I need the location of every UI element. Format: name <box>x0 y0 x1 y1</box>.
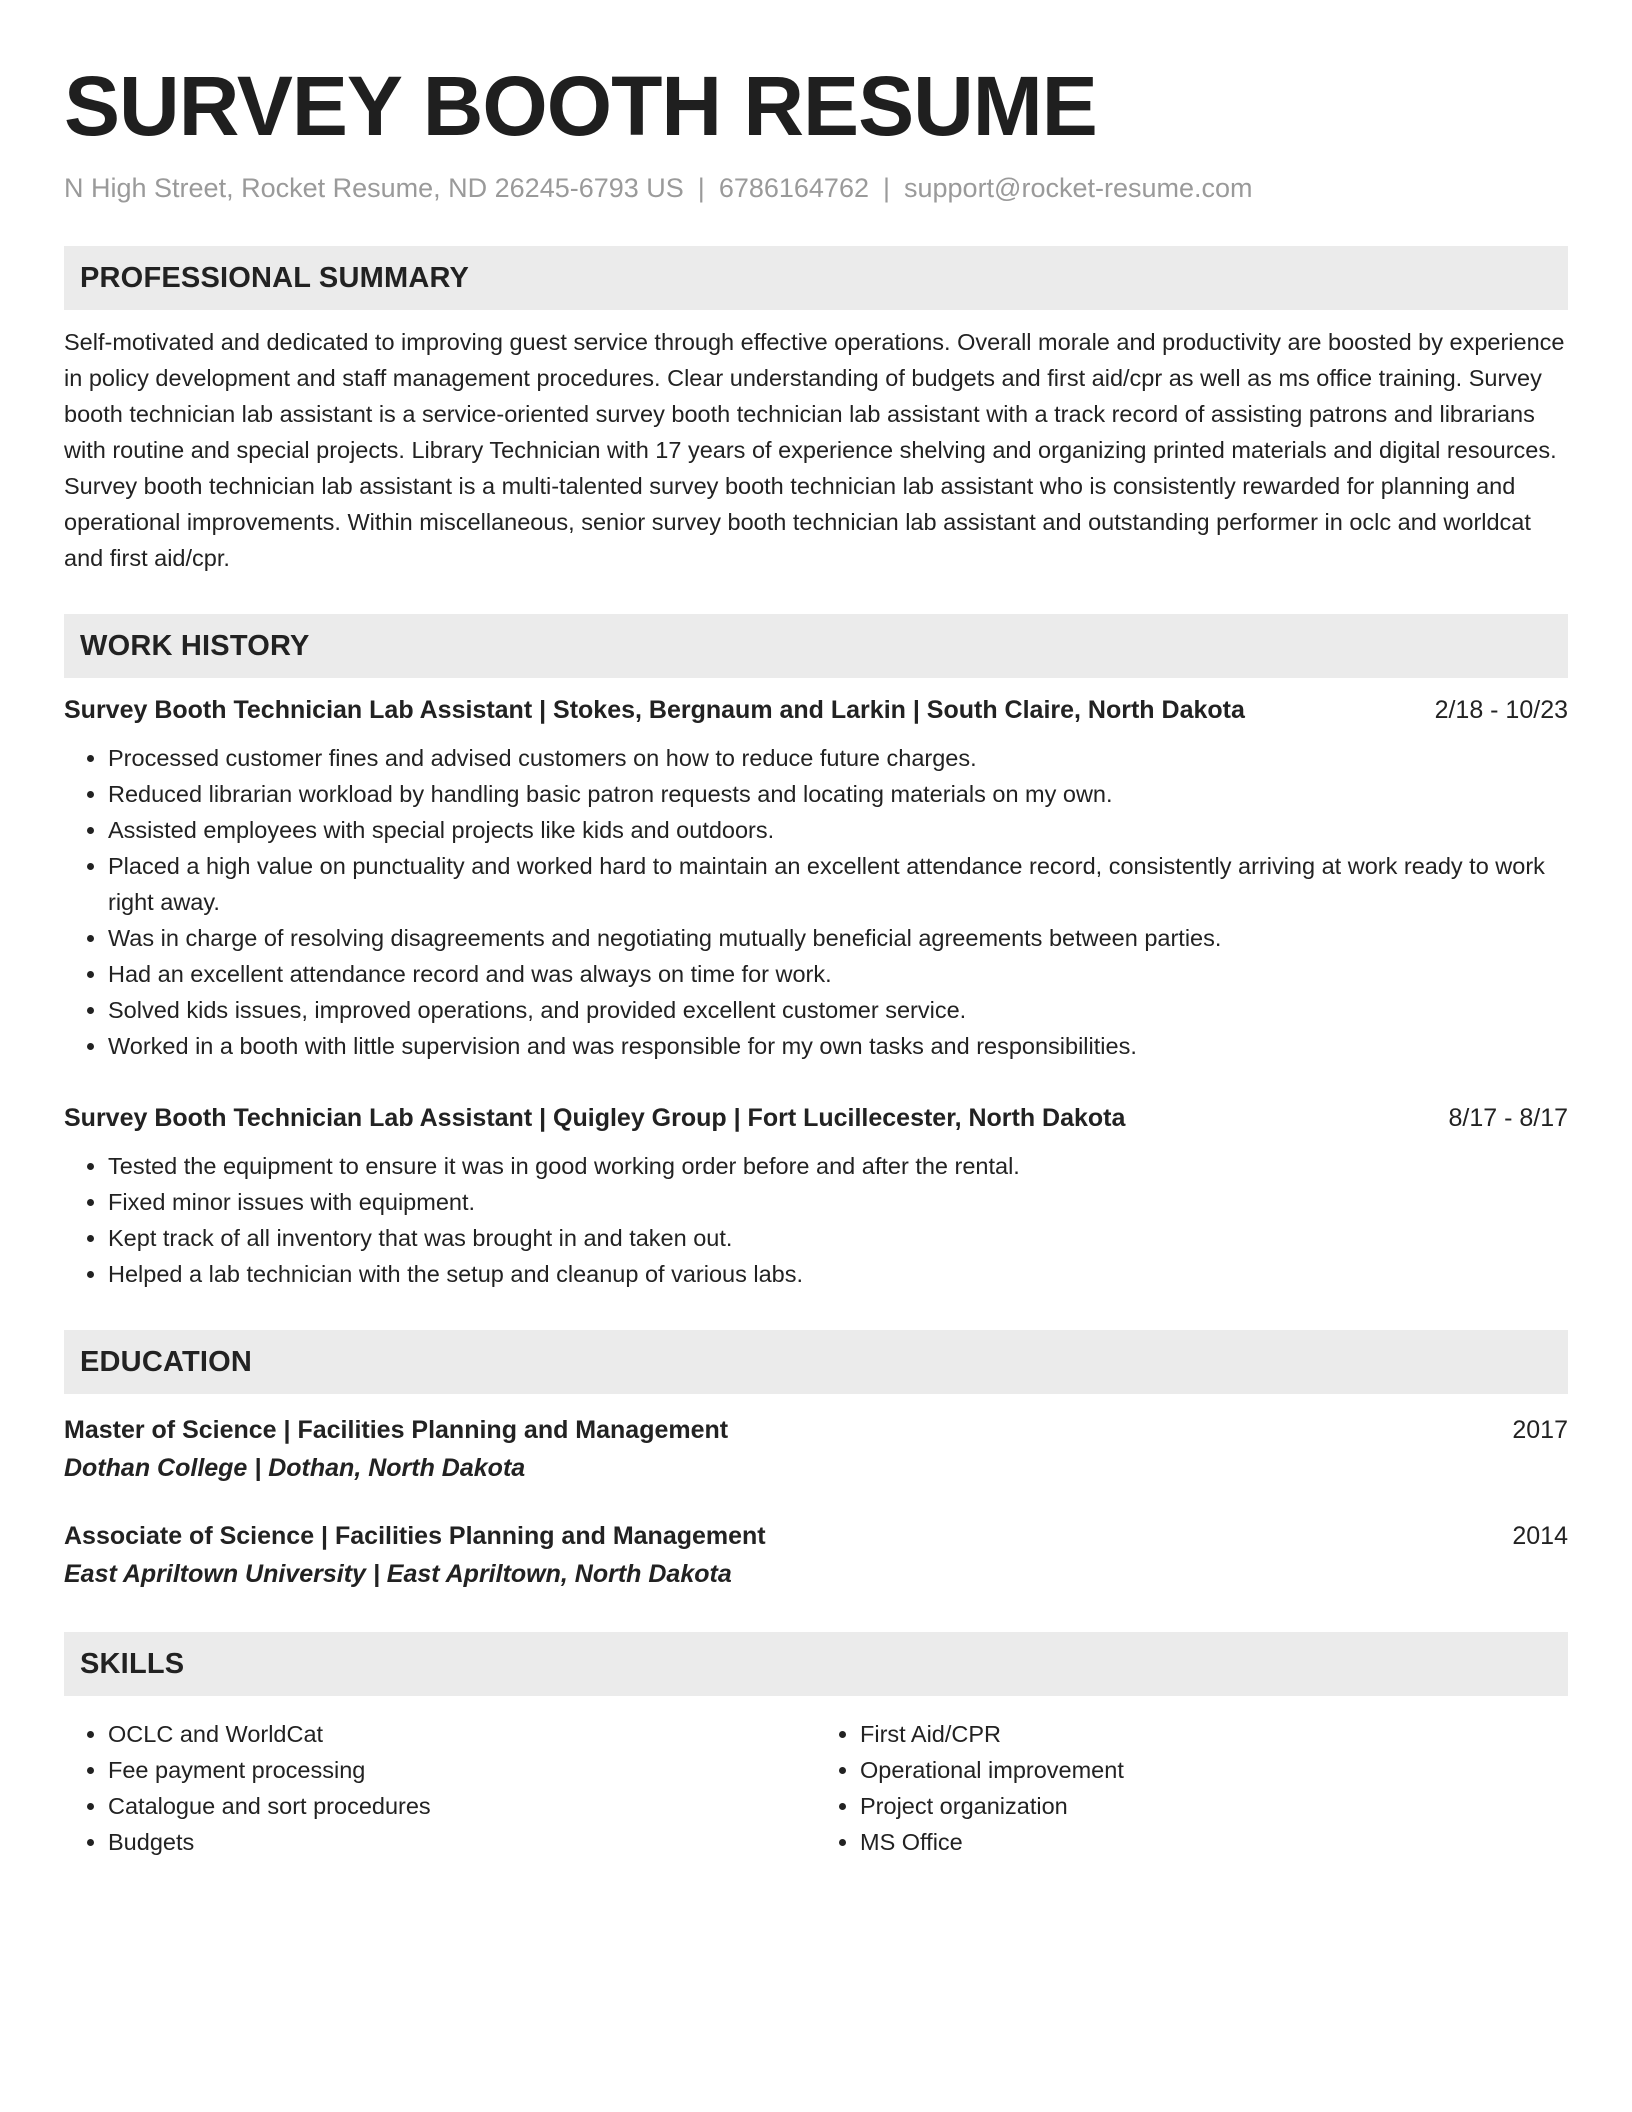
job-bullet: • Processed customer fines and advised customers on how to reduce future charges. <box>108 740 1568 776</box>
skill-item: • Catalogue and sort procedures <box>108 1788 816 1824</box>
skills-columns <box>64 1716 1568 1860</box>
job-bullet: • Reduced librarian workload by handling basic patron requests and locating materials on my own. <box>108 776 1568 812</box>
job-bullet-list <box>64 740 1568 1064</box>
job-bullet: • Placed a high value on punctuality and worked hard to maintain an excellent attendance record, consistently arriving at work ready to work right away. <box>108 848 1568 920</box>
resume-title: SURVEY BOOTH RESUME <box>64 59 1097 153</box>
education-school: Dothan College | Dothan, North Dakota <box>64 1454 526 1482</box>
education-entry <box>64 1412 1568 1488</box>
job-bullet-list <box>64 1148 1568 1292</box>
skills-list-right <box>816 1716 1568 1860</box>
education-degree: Master of Science | Facilities Planning and Management <box>64 1416 729 1444</box>
job-bullet: • Worked in a booth with little supervision and was responsible for my own tasks and responsibilities. <box>108 1028 1568 1064</box>
contact-email: support@rocket-resume.com <box>904 173 1253 203</box>
job-bullet: • Helped a lab technician with the setup and cleanup of various labs. <box>108 1256 1568 1292</box>
education-year: 2017 <box>1512 1416 1568 1444</box>
skill-item: • First Aid/CPR <box>860 1716 1568 1752</box>
job-title: Survey Booth Technician Lab Assistant | Quigley Group | Fort Lucillecester, North Dakota <box>64 1104 1126 1132</box>
job-bullet: • Kept track of all inventory that was brought in and taken out. <box>108 1220 1568 1256</box>
section-heading-education: EDUCATION <box>64 1330 1568 1394</box>
job-bullet: • Solved kids issues, improved operations, and provided excellent customer service. <box>108 992 1568 1028</box>
job-bullet: • Fixed minor issues with equipment. <box>108 1184 1568 1220</box>
job-bullet: • Had an excellent attendance record and was always on time for work. <box>108 956 1568 992</box>
education-year: 2014 <box>1512 1522 1568 1550</box>
job-header <box>64 692 1568 728</box>
education-entry <box>64 1518 1568 1594</box>
contact-phone: 6786164762 <box>718 173 869 203</box>
job-entry <box>64 1100 1568 1292</box>
job-bullet: • Tested the equipment to ensure it was in good working order before and after the rental. <box>108 1148 1568 1184</box>
skill-item: • OCLC and WorldCat <box>108 1716 816 1752</box>
job-header <box>64 1100 1568 1136</box>
skills-list-left <box>64 1716 816 1860</box>
job-title: Survey Booth Technician Lab Assistant | Stokes, Bergnaum and Larkin | South Claire, North Dakota <box>64 696 1245 724</box>
contact-separator: | <box>882 173 890 203</box>
job-dates: 2/18 - 10/23 <box>1434 696 1568 724</box>
education-school: East Apriltown University | East Apriltown, North Dakota <box>64 1560 732 1588</box>
job-entry <box>64 692 1568 1064</box>
education-header <box>64 1412 1568 1448</box>
job-bullet: • Was in charge of resolving disagreements and negotiating mutually beneficial agreements between parties. <box>108 920 1568 956</box>
summary-text: Self-motivated and dedicated to improving guest service through effective operations. Overall morale and productivity are boosted by experience in policy development and staff management procedures. Clear understanding of budgets and first aid/cpr as well as ms office training. Survey booth technician lab assistant is a service-oriented survey booth technician lab assistant with a track record of assisting patrons and librarians with routine and special projects. Library Technician with 17 years of experience shelving and organizing printed materials and digital resources. Survey booth technician lab assistant is a multi-talented survey booth technician lab assistant who is consistently rewarded for planning and operational improvements. Within miscellaneous, senior survey booth technician lab assistant and outstanding performer in oclc and worldcat and first aid/cpr. <box>64 329 1565 571</box>
education-degree: Associate of Science | Facilities Planning and Management <box>64 1522 766 1550</box>
skill-item: • Project organization <box>860 1788 1568 1824</box>
skill-item: • Operational improvement <box>860 1752 1568 1788</box>
skill-item: • Budgets <box>108 1824 816 1860</box>
contact-address: N High Street, Rocket Resume, ND 26245-6793 US <box>64 173 684 203</box>
section-heading-skills: SKILLS <box>64 1632 1568 1696</box>
education-header <box>64 1518 1568 1554</box>
contact-line <box>64 170 1568 206</box>
section-heading-work-history: WORK HISTORY <box>64 614 1568 678</box>
skill-item: • MS Office <box>860 1824 1568 1860</box>
contact-separator: | <box>697 173 705 203</box>
skill-item: • Fee payment processing <box>108 1752 816 1788</box>
section-heading-summary: PROFESSIONAL SUMMARY <box>64 246 1568 310</box>
job-dates: 8/17 - 8/17 <box>1448 1104 1568 1132</box>
job-bullet: • Assisted employees with special projects like kids and outdoors. <box>108 812 1568 848</box>
